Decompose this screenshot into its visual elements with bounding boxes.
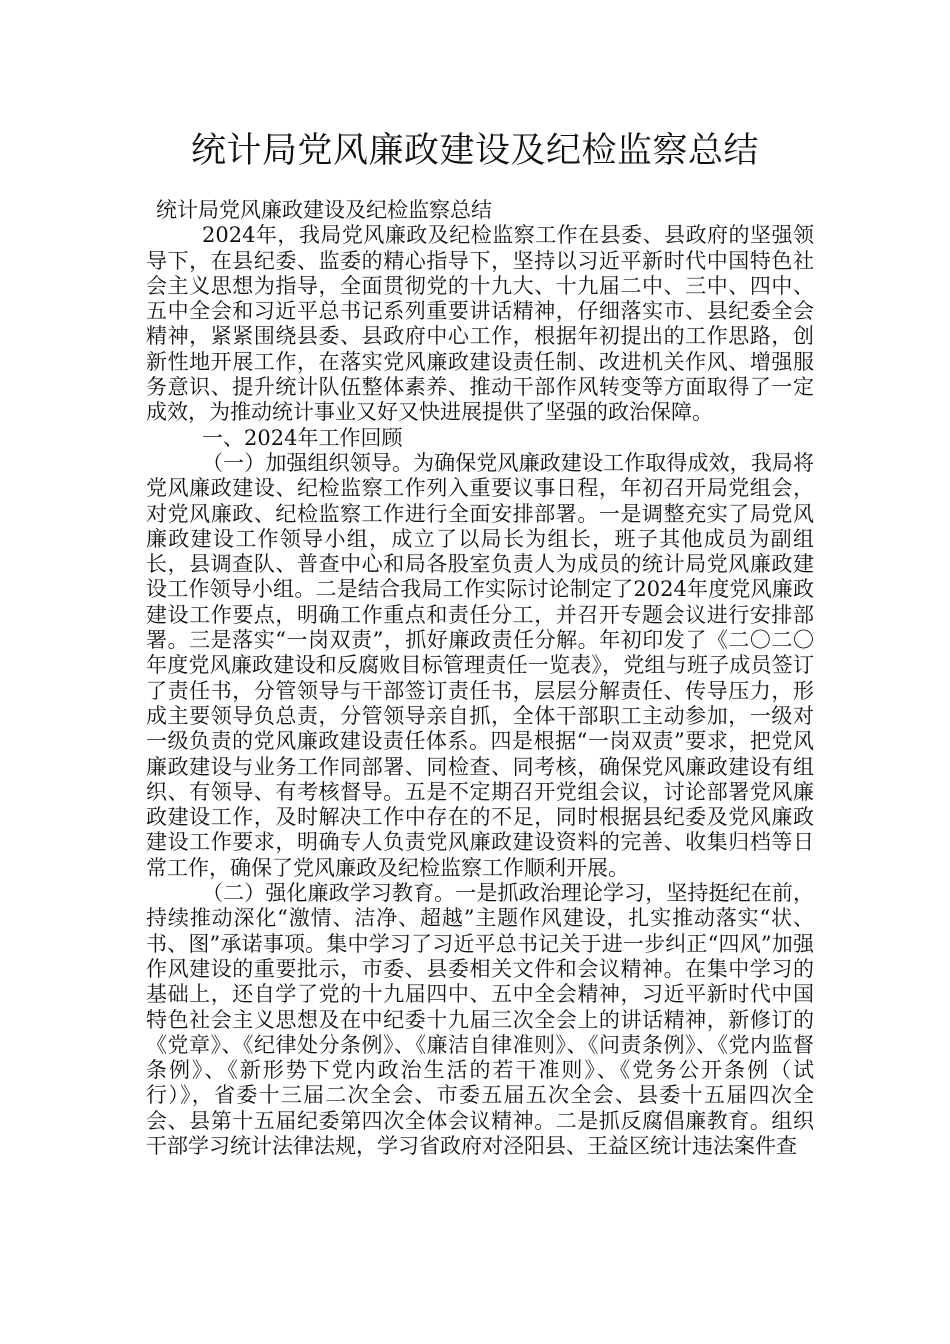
- document-title: 统计局党风廉政建设及纪检监察总结: [190, 131, 759, 171]
- paragraph-education: （二）强化廉政学习教育。一是抓政治理论学习，坚持挺纪在前，持续推动深化“激情、洁净、超越”主题作风建设，扎实推动落实“状、书、图”承诺事项。集中学习了习近平总书记关于进一步纠正“四风”加强作风建设的重要批示，市委、县委相关文件和会议精神。在集中学习的基础上，还自学了党的十九届四中、五中全会精神，习近平新时代中国特色社会主义思想及在中纪委十九届三次全会上的讲话精神，新修订的《党章》、《纪律处分条例》、《廉洁自律准则》、《问责条例》、《党内监督条例》、《新形势下党内政治生活的若干准则》、《党务公开条例（试行）》，省委十三届二次全会、市委五届五次全会、县委十五届四次全会、县第十五届纪委第四次全体会议精神。二是抓反腐倡廉教育。组织干部学习统计法律法规，学习省政府对泾阳县、王益区统计违法案件查: [146, 881, 814, 1158]
- document-body: [146, 198, 814, 1159]
- paragraph-organization: （一）加强组织领导。为确保党风廉政建设工作取得成效，我局将党风廉政建设、纪检监察工作列入重要议事日程，年初召开局党组会，对党风廉政、纪检监察工作进行全面安排部署。一是调整充实了局党风廉政建设工作领导小组，成立了以局长为组长，班子其他成员为副组长，县调查队、普查中心和局各股室负责人为成员的统计局党风廉政建设工作领导小组。二是结合我局工作实际讨论制定了2024年度党风廉政建设工作要点，明确工作重点和责任分工，并召开专题会议进行安排部署。三是落实“一岗双责”，抓好廉政责任分解。年初印发了《二〇二〇年度党风廉政建设和反腐败目标管理责任一览表》，党组与班子成员签订了责任书，分管领导与干部签订责任书，层层分解责任、传导压力，形成主要领导负总责，分管领导亲自抓，全体干部职工主动参加，一级对一级负责的党风廉政建设责任体系。四是根据“一岗双责”要求，把党风廉政建设与业务工作同部署、同检查、同考核，确保党风廉政建设有组织、有领导、有考核督导。五是不定期召开党组会议，讨论部署党风廉政建设工作，及时解决工作中存在的不足，同时根据县纪委及党风廉政建设工作要求，明确专人负责党风廉政建设资料的完善、收集归档等日常工作，确保了党风廉政及纪检监察工作顺利开展。: [146, 450, 814, 880]
- section-heading: 一、2024年工作回顾: [202, 425, 403, 450]
- intro-paragraph: 2024年，我局党风廉政及纪检监察工作在县委、县政府的坚强领导下，在县纪委、监委的精心指导下，坚持以习近平新时代中国特色社会主义思想为指导，全面贯彻党的十九大、十九届二中、三中、四中、五中全会和习近平总书记系列重要讲话精神，仔细落实市、县纪委全会精神，紧紧围绕县委、县政府中心工作，根据年初提出的工作思路，创新性地开展工作，在落实党风廉政建设责任制、改进机关作风、增强服务意识、提升统计队伍整体素养、推动干部作风转变等方面取得了一定成效，为推动统计事业又好又快进展提供了坚强的政治保障。: [146, 223, 814, 425]
- document-subtitle: 统计局党风廉政建设及纪检监察总结: [156, 198, 492, 222]
